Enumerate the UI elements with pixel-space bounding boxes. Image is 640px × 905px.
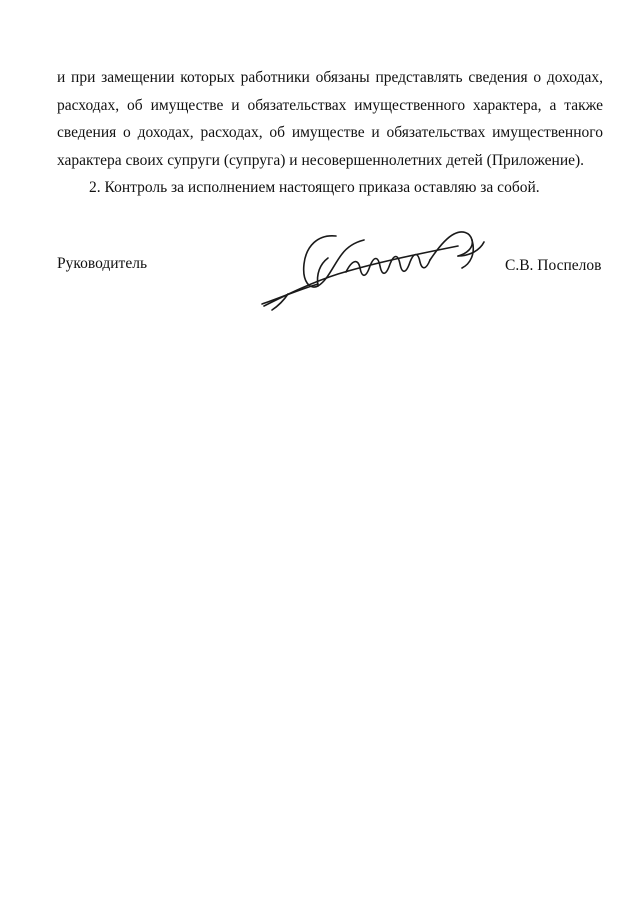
signer-name: С.В. Поспелов [505, 257, 602, 274]
handwritten-signature [258, 224, 494, 312]
paragraph-line: и при замещении которых работники обязаны представлять сведения о доходах, [57, 69, 603, 86]
signer-title: Руководитель [57, 255, 148, 272]
paragraph-continuation [57, 64, 603, 174]
paragraph-control-clause: 2. Контроль за исполнением настоящего приказа оставляю за собой. [89, 179, 540, 196]
paragraph-line: сведения о доходах, расходах, об имуществе и обязательствах имущественного [57, 124, 603, 141]
paragraph-line: расходах, об имуществе и обязательствах имущественного характера, а также [57, 96, 603, 114]
paragraph-line: характера своих супруги (супруга) и несовершеннолетних детей (Приложение). [57, 151, 585, 169]
